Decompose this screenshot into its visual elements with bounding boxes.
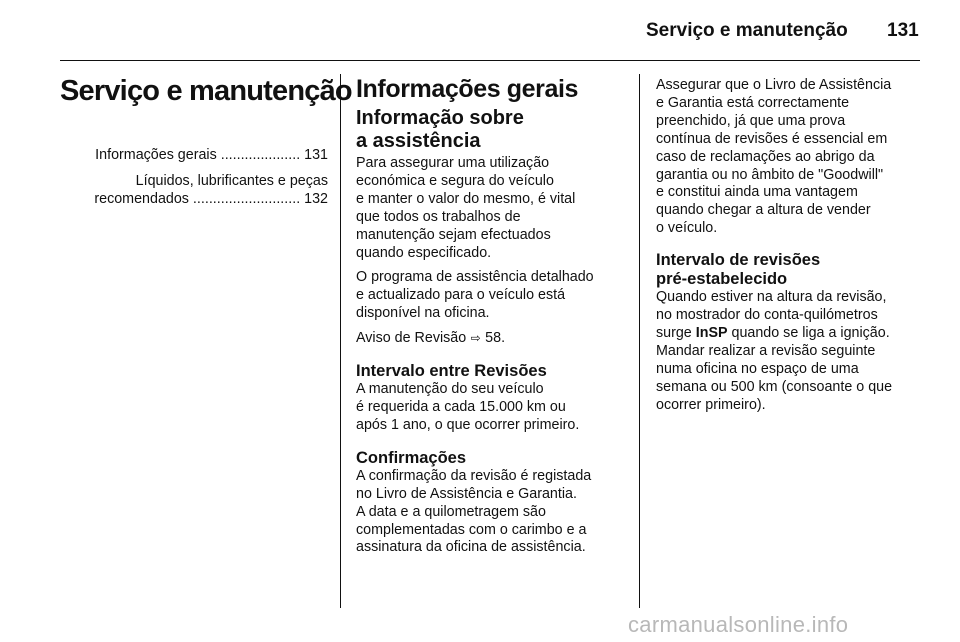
interval-text: A manutenção do seu veículo é requerida a cada 15.000 km ou após 1 ano, o que ocorrer primeiro. [356, 381, 580, 433]
arrow-right-icon: ⇨ [470, 331, 481, 346]
reference-page: 58. [485, 330, 506, 347]
interval-title: Intervalo entre Revisões [356, 362, 547, 381]
column-1 [60, 74, 352, 217]
preset-text-after: quando se liga a ignição. Mandar realizar a revisão seguinte numa oficina no espaço de uma semana ou 500 km (consoante o que ocorrer primeiro). [656, 324, 893, 413]
section-title: Informações gerais [356, 75, 579, 103]
page-number: 131 [887, 20, 919, 41]
preset-interval-text [656, 289, 922, 414]
toc-entry-general-info[interactable]: Informações gerais .................... 131 [95, 147, 328, 163]
service-program-paragraph: O programa de assistência detalhado e actualizado para o veículo está disponível na oficina. [356, 269, 594, 322]
chapter-title: Serviço e manutenção [60, 75, 352, 107]
insp-code: InSP [695, 324, 728, 341]
service-notice-reference[interactable] [356, 330, 628, 348]
running-header-title: Serviço e manutenção [646, 20, 848, 41]
reference-text: Aviso de Revisão [356, 330, 467, 347]
column-3 [656, 77, 922, 422]
subsection-title-service-info: Informação sobre a assistência [356, 107, 524, 152]
column-divider [639, 74, 640, 608]
watermark-text: carmanualsonline.info [628, 612, 849, 637]
confirmations-title: Confirmações [356, 448, 467, 467]
preset-interval-title: Intervalo de revisões pré-estabelecido [656, 251, 821, 289]
column-divider [340, 74, 341, 608]
confirmations-text: A confirmação da revisão é registada no Livro de Assistência e Garantia. A data e a quilometragem são complementadas com o carimbo e a assinatura da oficina de assistência. [356, 467, 592, 556]
service-info-paragraph: Para assegurar uma utilização económica e segura do veículo e manter o valor do mesmo, é vital que todos os trabalhos de manutenção sejam efectuados quando especificado. [356, 155, 576, 261]
preset-text-before: Quando estiver na altura da revisão, no mostrador do conta-quilómetros surge [656, 289, 887, 341]
header-rule [60, 60, 920, 61]
column-2 [356, 74, 628, 564]
toc-entry-fluids[interactable]: Líquidos, lubrificantes e peças recomendados ........................... 132 [94, 172, 328, 207]
service-book-paragraph: Assegurar que o Livro de Assistência e Garantia está correctamente preenchido, já que uma prova contínua de revisões é essencial em caso de reclamações ao abrigo da garantia ou no âmbito de "Goodwill" e constitui ainda uma vantagem quando chegar a altura de vender o veículo. [656, 77, 892, 237]
